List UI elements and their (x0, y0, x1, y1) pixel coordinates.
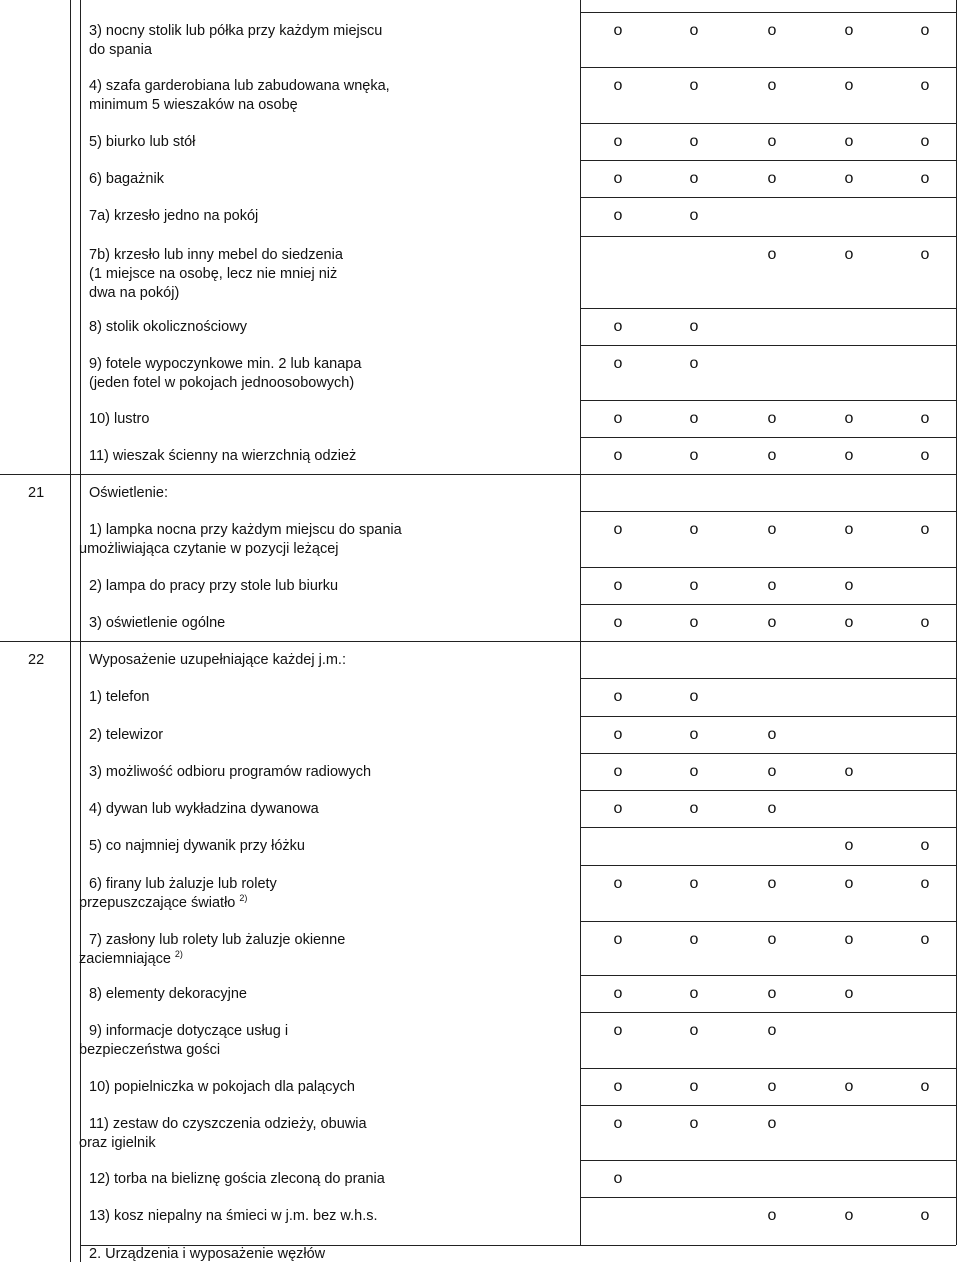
item-label-continuation: przepuszczające światło $^{2)}$ (79, 893, 248, 911)
item-label: 2) lampa do pracy przy stole lub biurku (89, 578, 339, 594)
category-mark: o (613, 318, 623, 335)
section-number: 22 (28, 652, 45, 668)
category-mark: o (844, 410, 854, 427)
row-separator (580, 160, 956, 161)
category-mark: o (613, 170, 623, 187)
category-mark: o (920, 77, 930, 94)
row-separator (580, 790, 956, 791)
category-mark: o (767, 800, 777, 817)
category-mark: o (613, 800, 623, 817)
category-mark: o (920, 447, 930, 464)
category-mark: o (844, 447, 854, 464)
category-mark: o (844, 614, 854, 631)
category-mark: o (844, 577, 854, 594)
item-label: 2) telewizor (89, 727, 164, 743)
category-mark: o (767, 521, 777, 538)
category-mark: o (689, 763, 699, 780)
category-mark: o (613, 985, 623, 1002)
row-separator (580, 197, 956, 198)
category-mark: o (689, 447, 699, 464)
item-label: 13) kosz niepalny na śmieci w j.m. bez w.h.s. (89, 1208, 378, 1224)
category-mark: o (689, 614, 699, 631)
category-mark: o (920, 170, 930, 187)
category-mark: o (844, 985, 854, 1002)
category-mark: o (689, 875, 699, 892)
row-separator (580, 921, 956, 922)
row-separator (580, 1105, 956, 1106)
category-mark: o (613, 1170, 623, 1187)
item-label-continuation: dwa na pokój) (89, 285, 180, 301)
item-label: 4) szafa garderobiana lub zabudowana wnęka, (89, 78, 390, 94)
category-mark: o (767, 410, 777, 427)
category-mark: o (613, 22, 623, 39)
item-label-continuation: umożliwiająca czytanie w pozycji leżącej (79, 541, 339, 557)
item-label: 3) nocny stolik lub półka przy każdym miejscu (89, 23, 383, 39)
category-mark: o (613, 1115, 623, 1132)
category-mark: o (920, 133, 930, 150)
row-separator (580, 827, 956, 828)
item-label: 9) informacje dotyczące usług i (89, 1023, 289, 1039)
item-label: 10) lustro (89, 411, 150, 427)
category-mark: o (613, 133, 623, 150)
category-mark: o (767, 726, 777, 743)
item-label-continuation: zaciemniające $^{2)}$ (79, 949, 183, 967)
row-separator (580, 67, 956, 68)
category-mark: o (613, 726, 623, 743)
item-label: 3) możliwość odbioru programów radiowych (89, 764, 372, 780)
category-mark: o (689, 133, 699, 150)
category-mark: o (689, 1115, 699, 1132)
category-mark: o (767, 985, 777, 1002)
category-mark: o (613, 355, 623, 372)
item-label: 1) lampka nocna przy każdym miejscu do spania (89, 522, 402, 538)
category-mark: o (767, 875, 777, 892)
category-mark: o (613, 1022, 623, 1039)
category-mark: o (767, 763, 777, 780)
category-mark: o (844, 521, 854, 538)
section-footer-title: 2. Urządzenia i wyposażenie węzłów (89, 1246, 326, 1262)
category-mark: o (689, 1078, 699, 1095)
category-mark: o (689, 985, 699, 1002)
row-separator (580, 1068, 956, 1069)
row-separator (580, 123, 956, 124)
category-mark: o (767, 1078, 777, 1095)
category-mark: o (920, 1078, 930, 1095)
category-mark: o (767, 614, 777, 631)
category-mark: o (844, 133, 854, 150)
row-separator (580, 400, 956, 401)
col-rule-text (80, 0, 81, 1262)
row-separator (580, 1160, 956, 1161)
item-label: 6) firany lub żaluzje lub rolety (89, 876, 277, 892)
category-mark: o (689, 318, 699, 335)
category-mark: o (613, 521, 623, 538)
category-mark: o (844, 875, 854, 892)
item-label: 10) popielniczka w pokojach dla palących (89, 1079, 355, 1095)
category-mark: o (920, 931, 930, 948)
item-label-continuation: minimum 5 wieszaków na osobę (89, 97, 298, 113)
row-separator (580, 437, 956, 438)
row-separator (580, 975, 956, 976)
category-mark: o (844, 1078, 854, 1095)
col-rule-left (70, 0, 71, 1262)
item-label: 4) dywan lub wykładzina dywanowa (89, 801, 319, 817)
category-mark: o (689, 521, 699, 538)
category-mark: o (689, 355, 699, 372)
category-mark: o (689, 207, 699, 224)
item-label: 12) torba na bieliznę gościa zleconą do prania (89, 1171, 385, 1187)
category-mark: o (613, 207, 623, 224)
category-mark: o (844, 22, 854, 39)
item-label-continuation: do spania (89, 42, 152, 58)
category-mark: o (689, 410, 699, 427)
category-mark: o (613, 688, 623, 705)
item-label-continuation: bezpieczeństwa gości (79, 1042, 221, 1058)
row-separator (580, 678, 956, 679)
category-mark: o (844, 837, 854, 854)
item-label: 8) stolik okolicznościowy (89, 319, 247, 335)
row-separator (580, 345, 956, 346)
item-label: 11) wieszak ścienny na wierzchnią odzież (89, 448, 357, 464)
item-label: 5) biurko lub stół (89, 134, 196, 150)
item-label-continuation: (jeden fotel w pokojach jednoosobowych) (89, 375, 355, 391)
category-mark: o (844, 246, 854, 263)
category-mark: o (767, 246, 777, 263)
col-rule-right (956, 0, 957, 1245)
category-mark: o (613, 875, 623, 892)
row-separator (580, 12, 956, 13)
row-separator (580, 716, 956, 717)
item-label: 11) zestaw do czyszczenia odzieży, obuwia (89, 1116, 367, 1132)
row-separator (580, 865, 956, 866)
category-mark: o (767, 22, 777, 39)
category-mark: o (767, 1115, 777, 1132)
category-mark: o (844, 931, 854, 948)
category-mark: o (689, 577, 699, 594)
category-mark: o (767, 447, 777, 464)
section-number: 21 (28, 485, 45, 501)
item-label: Wyposażenie uzupełniające każdej j.m.: (89, 652, 346, 668)
item-label: 5) co najmniej dywanik przy łóżku (89, 838, 305, 854)
col-rule-marks (580, 0, 581, 1245)
category-mark: o (767, 577, 777, 594)
category-mark: o (689, 1022, 699, 1039)
category-mark: o (689, 688, 699, 705)
category-mark: o (613, 931, 623, 948)
item-label: 7) zasłony lub rolety lub żaluzje okienne (89, 932, 346, 948)
category-mark: o (613, 447, 623, 464)
category-mark: o (767, 133, 777, 150)
item-label: 7b) krzesło lub inny mebel do siedzenia (89, 247, 343, 263)
category-mark: o (689, 77, 699, 94)
category-mark: o (613, 577, 623, 594)
category-mark: o (613, 410, 623, 427)
item-label: 3) oświetlenie ogólne (89, 615, 226, 631)
item-label: 8) elementy dekoracyjne (89, 986, 247, 1002)
category-mark: o (767, 1022, 777, 1039)
category-mark: o (920, 837, 930, 854)
category-mark: o (689, 22, 699, 39)
category-mark: o (920, 246, 930, 263)
row-separator (580, 236, 956, 237)
category-mark: o (844, 170, 854, 187)
category-mark: o (689, 726, 699, 743)
category-mark: o (613, 1078, 623, 1095)
category-mark: o (689, 931, 699, 948)
row-separator (580, 308, 956, 309)
category-mark: o (920, 410, 930, 427)
category-mark: o (613, 763, 623, 780)
category-mark: o (689, 800, 699, 817)
row-separator (580, 604, 956, 605)
item-label: 6) bagażnik (89, 171, 164, 187)
category-mark: o (767, 931, 777, 948)
category-mark: o (844, 77, 854, 94)
item-label: 7a) krzesło jedno na pokój (89, 208, 259, 224)
category-mark: o (920, 521, 930, 538)
row-separator (580, 1012, 956, 1013)
category-mark: o (767, 1207, 777, 1224)
category-mark: o (920, 22, 930, 39)
row-separator (580, 753, 956, 754)
category-mark: o (613, 614, 623, 631)
category-mark: o (920, 614, 930, 631)
item-label: Oświetlenie: (89, 485, 168, 501)
category-mark: o (767, 170, 777, 187)
item-label: 9) fotele wypoczynkowe min. 2 lub kanapa (89, 356, 362, 372)
item-label: 1) telefon (89, 689, 150, 705)
category-mark: o (920, 1207, 930, 1224)
section-separator (0, 641, 956, 642)
category-mark: o (844, 1207, 854, 1224)
item-label-continuation: oraz igielnik (79, 1135, 156, 1151)
item-label-continuation: (1 miejsce na osobę, lecz nie mniej niż (89, 266, 338, 282)
row-separator (580, 1197, 956, 1198)
category-mark: o (613, 77, 623, 94)
category-mark: o (920, 875, 930, 892)
category-mark: o (767, 77, 777, 94)
category-mark: o (689, 170, 699, 187)
section-separator (0, 474, 956, 475)
footnote-ref: 2) (174, 949, 183, 959)
footnote-ref: 2) (239, 893, 248, 903)
category-mark: o (844, 763, 854, 780)
row-separator (580, 567, 956, 568)
row-separator (580, 511, 956, 512)
